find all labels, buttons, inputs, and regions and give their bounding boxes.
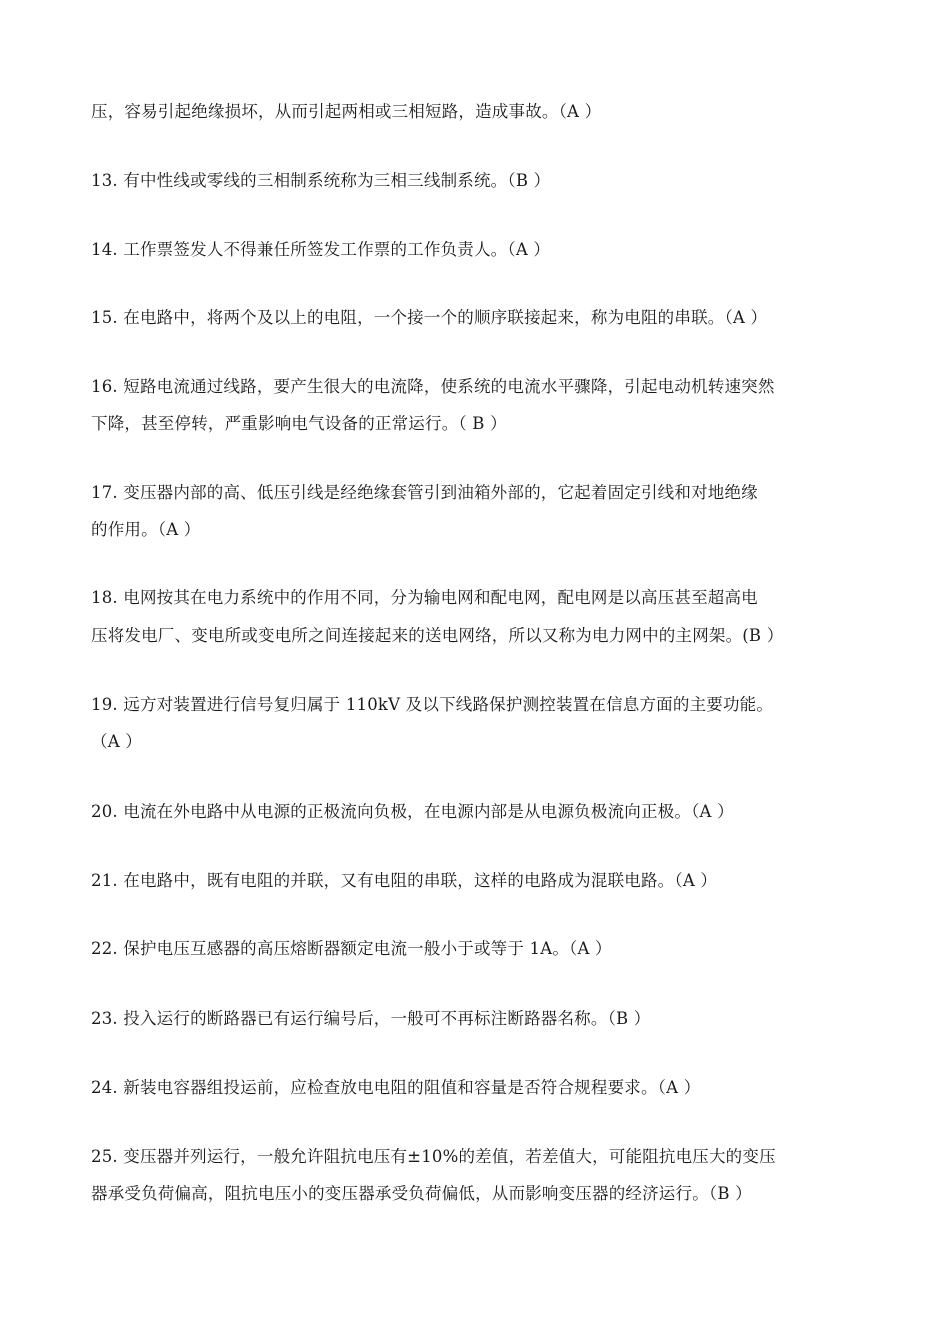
question-18-line-1: 18. 电网按其在电力系统中的作用不同，分为输电网和配电网，配电网是以高压甚至超高电	[91, 588, 758, 607]
question-20: 20. 电流在外电路中从电源的正极流向负极，在电源内部是从电源负极流向正极。（A ）	[91, 802, 734, 821]
question-14: 14. 工作票签发人不得兼任所签发工作票的工作负责人。（A ）	[91, 240, 551, 259]
question-24: 24. 新装电容器组投运前，应检查放电电阻的阻值和容量是否符合规程要求。（A ）	[91, 1078, 701, 1097]
question-23: 23. 投入运行的断路器已有运行编号后，一般可不再标注断路器名称。（B ）	[91, 1009, 651, 1028]
text-line-12-continuation: 压，容易引起绝缘损坏，从而引起两相或三相短路，造成事故。（A ）	[91, 102, 602, 121]
question-22: 22. 保护电压互感器的高压熔断器额定电流一般小于或等于 1A。（A ）	[91, 939, 612, 958]
question-25-line-1: 25. 变压器并列运行，一般允许阻抗电压有±10%的差值，若差值大，可能阻抗电压大的变压	[91, 1147, 776, 1166]
question-18-line-2: 压将发电厂、变电所或变电所之间连接起来的送电网络，所以又称为电力网中的主网架。(B ）	[91, 626, 784, 645]
question-15: 15. 在电路中，将两个及以上的电阻，一个接一个的顺序联接起来，称为电阻的串联。（A ）	[91, 308, 768, 327]
question-16-line-2: 下降，甚至停转，严重影响电气设备的正常运行。（ B ）	[91, 414, 507, 433]
question-17-line-1: 17. 变压器内部的高、低压引线是经绝缘套管引到油箱外部的，它起着固定引线和对地绝缘	[91, 483, 758, 502]
question-13: 13. 有中性线或零线的三相制系统称为三相三线制系统。（B ）	[91, 171, 551, 190]
question-25-line-2: 器承受负荷偏高，阻抗电压小的变压器承受负荷偏低，从而影响变压器的经济运行。（B ）	[91, 1184, 752, 1203]
question-19-line-2: （A ）	[91, 732, 142, 751]
question-16-line-1: 16. 短路电流通过线路，要产生很大的电流降，使系统的电流水平骤降，引起电动机转速突然	[91, 377, 775, 396]
question-19-line-1: 19. 远方对装置进行信号复归属于 110kV 及以下线路保护测控装置在信息方面的主要功能。	[91, 695, 774, 714]
question-21: 21. 在电路中，既有电阻的并联，又有电阻的串联，这样的电路成为混联电路。（A ）	[91, 871, 718, 890]
question-17-line-2: 的作用。（A ）	[91, 520, 201, 539]
